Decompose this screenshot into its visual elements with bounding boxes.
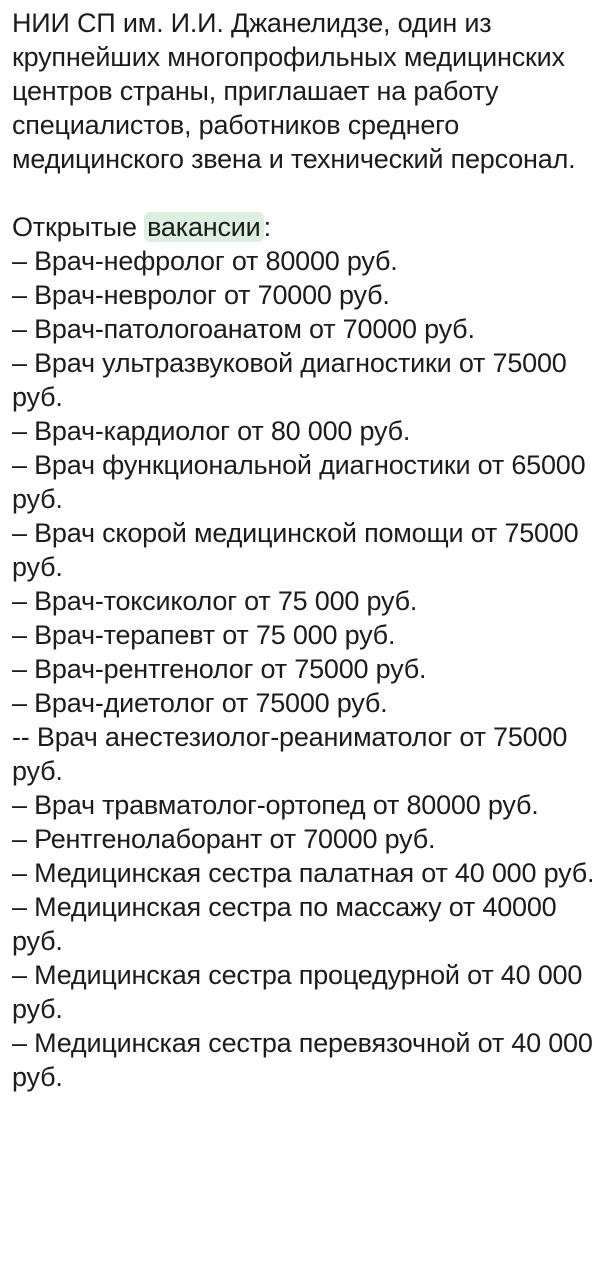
list-item: – Врач травматолог-ортопед от 80000 руб. — [12, 790, 539, 820]
vacancy-list — [12, 244, 602, 1094]
list-item: – Врач-диетолог от 75000 руб. — [12, 688, 388, 718]
vacancies-heading-highlight: вакансии — [144, 212, 263, 242]
list-item: – Врач функциональной диагностики от 65000 руб. — [12, 450, 586, 514]
list-item: – Медицинская сестра процедурной от 40 000 руб. — [12, 960, 583, 1024]
list-item: – Медицинская сестра палатная от 40 000 руб. — [12, 858, 595, 888]
list-item: – Врач-кардиолог от 80 000 руб. — [12, 416, 411, 446]
intro-paragraph: НИИ СП им. И.И. Джанелидзе, один из крупнейших многопрофильных медицинских центров страны, приглашает на работу специалистов, работников среднего медицинского звена и технический персонал. — [12, 8, 576, 174]
paragraph-gap — [12, 176, 602, 210]
vacancies-heading-suffix: : — [263, 212, 271, 242]
list-item: – Медицинская сестра по массажу от 40000 руб. — [12, 892, 557, 956]
list-item: – Медицинская сестра перевязочной от 40 000 руб. — [12, 1028, 593, 1092]
list-item: – Врач-нефролог от 80000 руб. — [12, 246, 398, 276]
list-item: – Врач-рентгенолог от 75000 руб. — [12, 654, 427, 684]
list-item: – Врач ультразвуковой диагностики от 75000 руб. — [12, 348, 567, 412]
list-item: – Врач скорой медицинской помощи от 75000 руб. — [12, 518, 579, 582]
list-item: – Врач-токсиколог от 75 000 руб. — [12, 586, 418, 616]
list-item: – Врач-терапевт от 75 000 руб. — [12, 620, 396, 650]
vacancies-heading-prefix: Открытые — [12, 212, 145, 242]
list-item: – Рентгенолаборант от 70000 руб. — [12, 824, 436, 854]
list-item: – Врач-невролог от 70000 руб. — [12, 280, 390, 310]
list-item: – Врач-патологоанатом от 70000 руб. — [12, 314, 475, 344]
vacancies-heading — [12, 210, 602, 244]
message-text — [12, 6, 602, 1094]
list-item: -- Врач анестезиолог-реаниматолог от 75000 руб. — [12, 722, 568, 786]
